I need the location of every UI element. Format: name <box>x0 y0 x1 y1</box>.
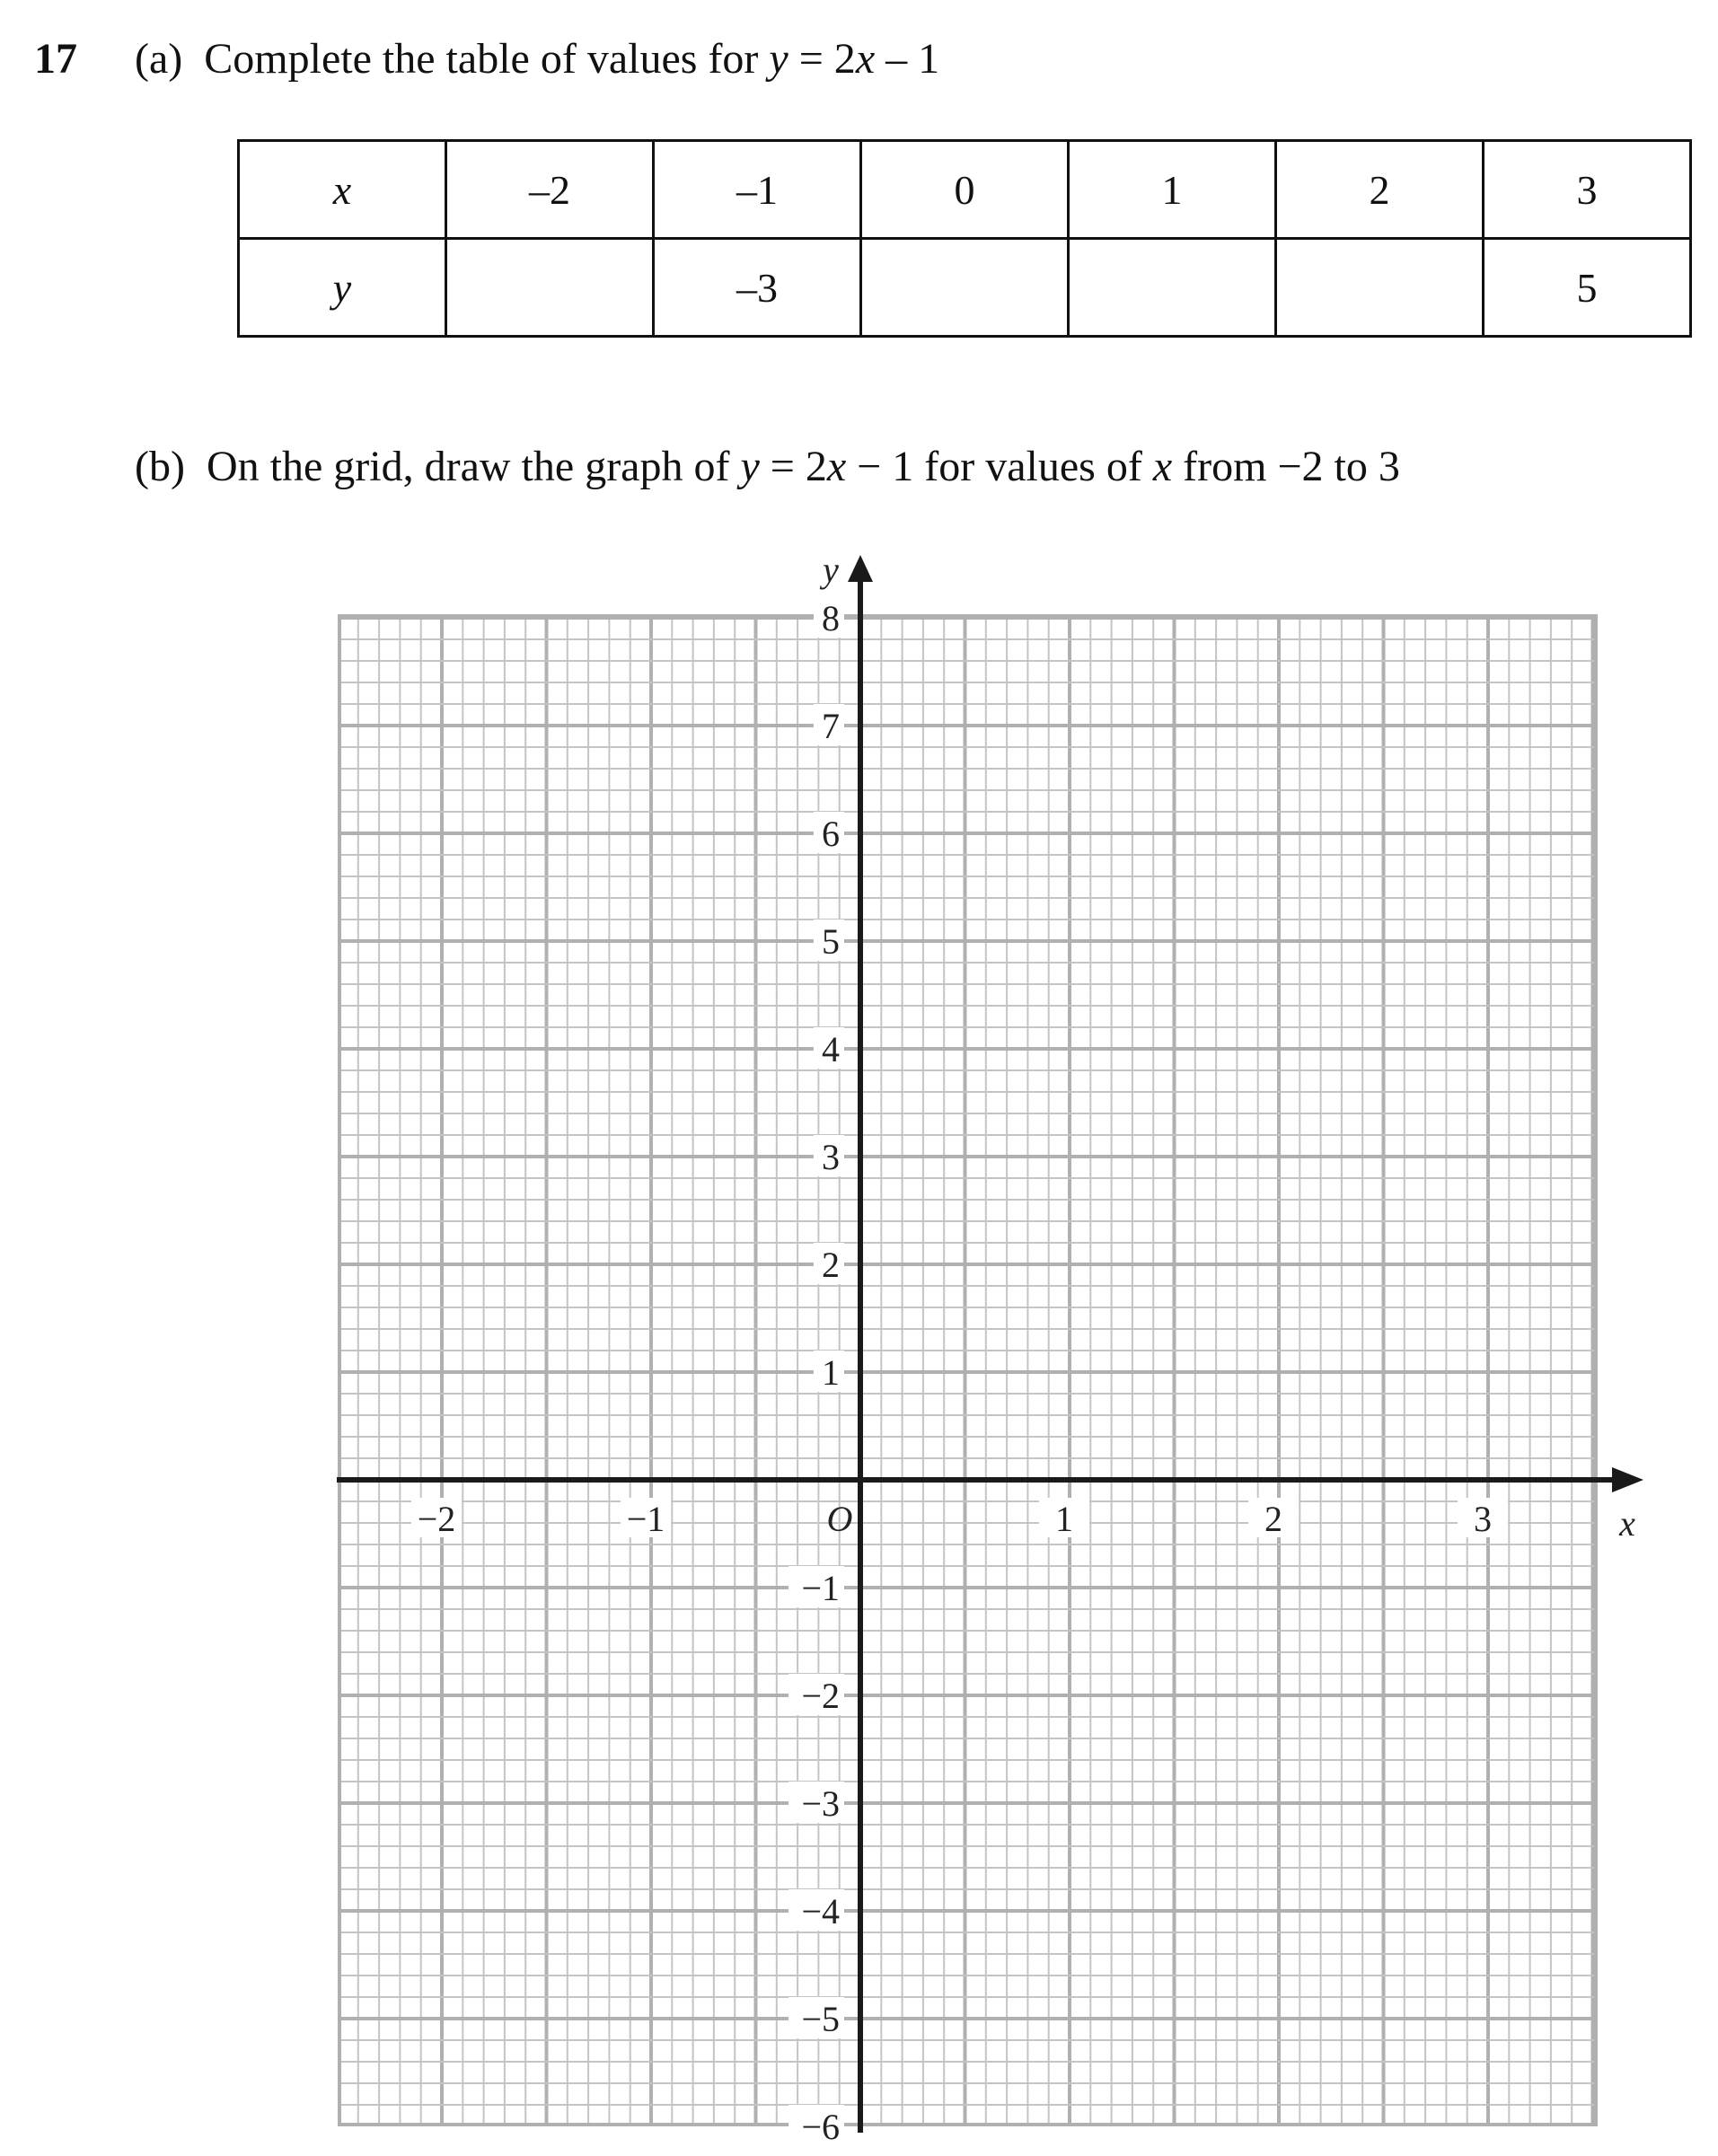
part-b-label: (b) <box>135 443 185 490</box>
x-tick-label: 3 <box>1474 1499 1492 1539</box>
part-b-text-1: On the grid, draw the graph of <box>206 443 741 490</box>
y-tick-label: 5 <box>822 921 840 962</box>
y-tick-label: 2 <box>822 1245 840 1285</box>
y-tick-label: 8 <box>822 598 840 638</box>
question-number: 17 <box>34 35 77 83</box>
x-tick-label: −2 <box>417 1499 456 1539</box>
y-axis-arrow <box>848 555 873 582</box>
y-tick-label: −6 <box>801 2107 840 2147</box>
y-tick-label: 7 <box>822 706 840 746</box>
x-axis-arrow <box>1612 1467 1643 1492</box>
x-tick-label: 2 <box>1264 1499 1282 1539</box>
table-cell-x: –2 <box>446 141 654 239</box>
part-a-text-2: = 2 <box>788 35 856 83</box>
table-cell-y: 5 <box>1484 239 1691 337</box>
part-a-text-3: – 1 <box>875 35 940 83</box>
y-tick-label: −5 <box>801 1999 840 2039</box>
y-tick-label: −2 <box>801 1676 840 1716</box>
y-axis-label: y <box>823 550 839 590</box>
part-a-var-x: x <box>855 35 876 83</box>
y-tick-label: 4 <box>822 1029 840 1069</box>
table-cell-y: –3 <box>654 239 861 337</box>
part-a-text-1: Complete the table of values for <box>204 35 770 83</box>
y-tick-label: 3 <box>822 1137 840 1177</box>
table-cell-x: –1 <box>654 141 861 239</box>
table-cell-x: 1 <box>1069 141 1276 239</box>
x-axis-label: x <box>1619 1503 1635 1544</box>
table-cell-x: 3 <box>1484 141 1691 239</box>
x-tick-label: 1 <box>1055 1499 1073 1539</box>
part-a-var-y: y <box>769 35 789 83</box>
y-tick-label: −3 <box>801 1783 840 1824</box>
table-cell-x: 2 <box>1276 141 1484 239</box>
part-b-text-4: from −2 to 3 <box>1172 443 1400 490</box>
origin-label: O <box>826 1499 853 1539</box>
part-b-var-x: x <box>826 443 847 490</box>
part-b-var-y: y <box>740 443 760 490</box>
table-header-x: x <box>239 141 446 239</box>
y-tick-label: −1 <box>801 1568 840 1608</box>
part-a-label: (a) <box>135 35 183 83</box>
y-tick-label: 1 <box>822 1352 840 1393</box>
y-tick-label: 6 <box>822 814 840 854</box>
x-tick-label: −1 <box>626 1499 665 1539</box>
part-b-var-x2: x <box>1152 443 1173 490</box>
table-cell-x: 0 <box>861 141 1069 239</box>
y-tick-label: −4 <box>801 1891 840 1932</box>
part-b-text-3: − 1 for values of <box>846 443 1153 490</box>
part-b-text-2: = 2 <box>759 443 827 490</box>
table-header-y: y <box>239 239 446 337</box>
